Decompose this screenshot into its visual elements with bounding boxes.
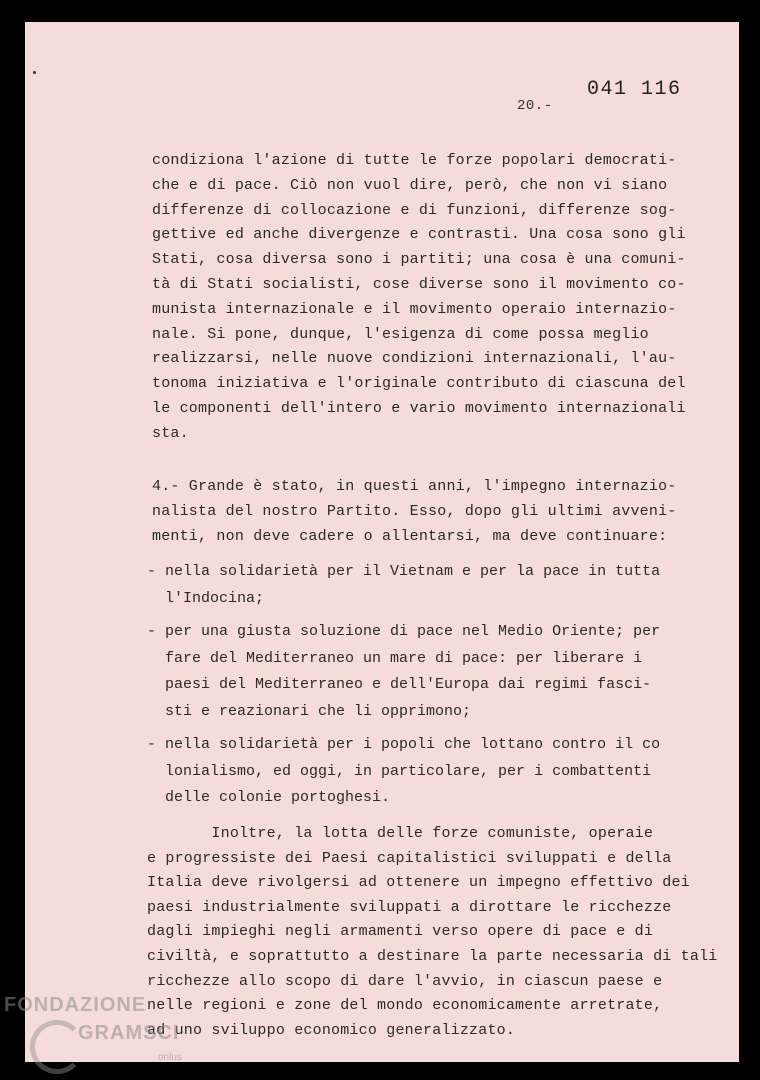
text-line: nale. Si pone, dunque, l'esigenza di come possa meglio [152, 325, 649, 343]
text-line: menti, non deve cadere o allentarsi, ma deve continuare: [152, 527, 668, 545]
paragraph-3 [147, 822, 718, 1043]
text-line: e progressiste dei Paesi capitalistici sviluppati e della [147, 849, 672, 867]
text-line: lonialismo, ed oggi, in particolare, per i combattenti [147, 762, 652, 780]
text-line: gettive ed anche divergenze e contrasti. Una cosa sono gli [152, 226, 686, 244]
text-line: - per una giusta soluzione di pace nel Medio Oriente; per [147, 623, 661, 640]
text-line: civiltà, e soprattutto a destinare la parte necessaria di tali [147, 947, 718, 965]
text-line: l'Indocina; [147, 589, 265, 607]
watermark-line-1: FONDAZIONE [4, 994, 147, 1016]
text-line: munista internazionale e il movimento operaio internazio- [152, 300, 677, 318]
speck [33, 71, 36, 74]
text-line: condiziona l'azione di tutte le forze popolari democrati- [152, 152, 677, 169]
text-line: tonoma iniziativa e l'originale contributo di ciascuna del [152, 375, 686, 393]
text-line: delle colonie portoghesi. [147, 789, 391, 806]
text-line: Inoltre, la lotta delle forze comuniste, operaie [147, 825, 654, 842]
text-line: ad uno sviluppo economico generalizzato. [147, 1021, 516, 1039]
watermark-line-2: GRAMSCI [78, 1022, 180, 1044]
list-item [147, 559, 707, 612]
logo-circle-icon [30, 1020, 84, 1074]
text-line: fare del Mediterraneo un mare di pace: per liberare i [147, 649, 643, 667]
text-line: differenze di collocazione e di funzioni, differenze sog- [152, 201, 677, 219]
watermark-suffix: onlus [158, 1052, 182, 1063]
text-line: ricchezze allo scopo di dare l'avvio, in ciascun paese e [147, 972, 663, 990]
text-line: - nella solidarietà per il Vietnam e per la pace in tutta [147, 563, 661, 580]
text-line: le componenti dell'intero e vario movimento internazionali [152, 399, 686, 417]
bullet-list [147, 559, 707, 819]
page-number: 20.- [517, 98, 553, 114]
fondazione-gramsci-watermark [0, 994, 190, 1080]
text-line: dagli impieghi negli armamenti verso opere di pace e di [147, 923, 654, 941]
list-item [147, 619, 707, 725]
text-line: sti e reazionari che li opprimono; [147, 702, 472, 720]
text-line: che e di pace. Ciò non vuol dire, però, che non vi siano [152, 176, 668, 194]
paragraph-2 [152, 475, 712, 549]
text-line: paesi del Mediterraneo e dell'Europa dai regimi fasci- [147, 676, 652, 693]
paragraph-1 [152, 149, 712, 447]
text-line: - nella solidarietà per i popoli che lottano contro il co [147, 736, 661, 753]
document-page [25, 22, 739, 1062]
text-line: tà di Stati socialisti, cose diverse sono il movimento co- [152, 275, 686, 293]
text-line: nalista del nostro Partito. Esso, dopo gli ultimi avveni- [152, 502, 677, 520]
text-line: paesi industrialmente sviluppati a dirottare le ricchezze [147, 898, 672, 916]
text-line: Stati, cosa diversa sono i partiti; una cosa è una comuni- [152, 251, 686, 269]
list-item [147, 732, 707, 812]
text-line: Italia deve rivolgersi ad ottenere un impegno effettivo dei [147, 874, 690, 892]
archive-number: 041 116 [587, 78, 682, 101]
text-line: 4.- Grande è stato, in questi anni, l'impegno internazio- [152, 478, 677, 495]
text-line: realizzarsi, nelle nuove condizioni internazionali, l'au- [152, 350, 677, 368]
text-line: sta. [152, 424, 189, 442]
text-line: nelle regioni e zone del mondo economicamente arretrate, [147, 997, 663, 1015]
